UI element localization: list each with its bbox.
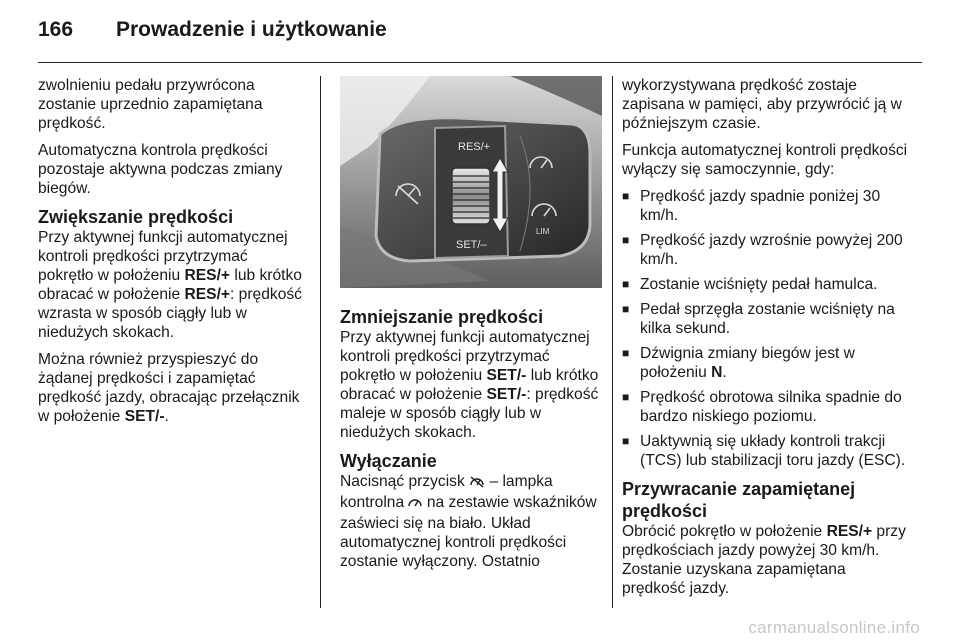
cruise-control-lamp-icon [408,495,422,514]
text: na zestawie wskaźników zaświeci się na biało. Układ automatycznej kontroli prędkości zostanie wyłączony. Ostatnio [340,494,597,570]
page-number: 166 [38,18,74,41]
text: – lampka kontrolna [340,473,553,511]
text: . [722,364,727,381]
bold-term: SET/- [486,386,527,403]
list-item: ■ Prędkość jazdy spadnie poniżej 30 km/h. [622,187,910,225]
page-title: Prowadzenie i użytkowanie [116,18,387,41]
list-item: ■ Pedał sprzęgła zostanie wciśnięty na kilka sekund. [622,300,910,338]
column-middle [340,306,602,579]
list-item: ■ Zostanie wciśnięty pedał hamulca. [622,275,910,294]
list-item: ■ Prędkość jazdy wzrośnie powyżej 200 km/h. [622,231,910,269]
cruise-off-button-icon [469,474,485,493]
text: Przy aktywnej funkcji automatycznej kontroli prędkości przytrzymać pokrętło w położeniu [38,229,288,284]
paragraph: wykorzystywana prędkość zostaje zapisana w pamięci, aby przywrócić ją w późniejszym czasie. [622,77,902,132]
text: : prędkość maleje w sposób ciągły lub w niedużych skokach. [340,386,599,441]
bold-term: RES/+ [184,267,231,284]
text: Obrócić pokrętło w położenie [622,523,827,540]
text: Można również przyspieszyć do żądanej prędkości i zapamiętać prędkość jazdy, obracając przełącznik w położenie [38,351,300,425]
page-header [38,16,922,63]
paragraph [38,228,306,342]
column-divider [612,76,613,608]
lim-label: LIM [536,227,550,236]
bold-term: SET/- [486,367,527,384]
res-label: RES/+ [458,141,491,153]
text: Dźwignia zmiany biegów jest w położeniu [640,345,855,381]
bold-term: N [711,364,723,381]
paragraph: Funkcja automatycznej kontroli prędkości wyłączy się samoczynnie, gdy: [622,142,908,178]
text: przy prędkościach jazdy powyżej 30 km/h. Zostanie uzyskana zapamiętana prędkość jazdy. [622,523,906,597]
bold-term: RES/+ [184,286,231,303]
paragraph: Automatyczna kontrola prędkości pozostaje aktywna podczas zmiany biegów. [38,142,283,197]
paragraph [340,472,602,571]
paragraph: zwolnieniu pedału przywrócona zostanie uprzednio zapamiętana prędkość. [38,77,263,132]
paragraph [622,522,910,598]
text: Przy aktywnej funkcji automatycznej kontroli prędkości przytrzymać pokrętło w położeniu [340,329,590,384]
watermark: carmanualsonline.info [748,618,920,637]
list-item [622,344,910,382]
list-item: ■ Uaktywnią się układy kontroli trakcji (TCS) lub stabilizacji toru jazdy (ESC). [622,432,910,470]
column-left [38,76,306,434]
list-item: ■ Prędkość obrotowa silnika spadnie do bardzo niskiego poziomu. [622,388,910,426]
bold-term: RES/+ [826,523,873,540]
column-divider [320,76,321,608]
paragraph [38,350,306,426]
heading-switch-off: Wyłączanie [340,451,437,471]
cruise-control-switch-photo [340,76,602,288]
text: lub krótko obracać w położenie [38,267,302,303]
text: lub krótko obracać w położenie [340,367,599,403]
heading-decrease-speed: Zmniejszanie prędkości [340,307,544,327]
heading-increase-speed: Zwiększanie prędkości [38,207,234,227]
set-label: SET/– [456,239,487,251]
deactivation-conditions-list [622,187,910,470]
heading-restore-speed: Przywracanie zapamiętanej prędkości [622,479,856,521]
text: Nacisnąć przycisk [340,473,470,490]
bold-term: SET/- [124,408,165,425]
text: : prędkość wzrasta w sposób ciągły lub w niedużych skokach. [38,286,302,341]
text: . [164,408,169,425]
steering-wheel-illustration [340,76,602,288]
column-right [622,76,910,606]
paragraph [340,328,602,442]
